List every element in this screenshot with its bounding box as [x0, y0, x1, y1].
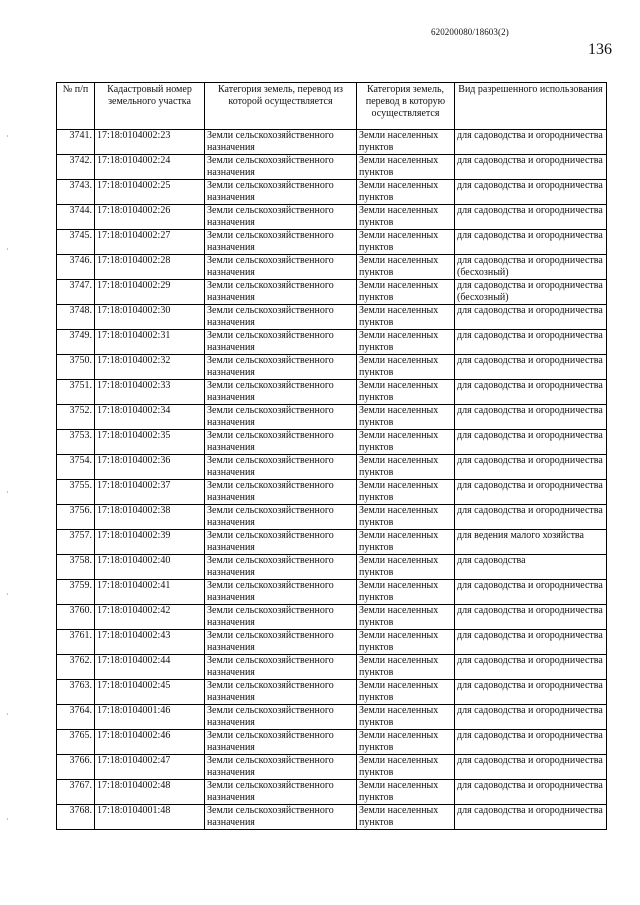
row-number-cell: 3748. [57, 305, 95, 330]
category-from-cell: Земли сельскохозяйственного назначения [205, 805, 357, 830]
cadastral-number-cell: 17:18:0104002:42 [95, 605, 205, 630]
table-row [57, 805, 607, 830]
category-to-cell: Земли населенных пунктов [357, 205, 455, 230]
category-to-cell: Земли населенных пунктов [357, 630, 455, 655]
category-from-cell: Земли сельскохозяйственного назначения [205, 705, 357, 730]
permitted-use-cell: для садоводства и огородничества [455, 780, 607, 805]
table-row [57, 730, 607, 755]
permitted-use-cell: для садоводства и огородничества [455, 455, 607, 480]
row-number-cell: 3768. [57, 805, 95, 830]
table-row [57, 780, 607, 805]
category-from-cell: Земли сельскохозяйственного назначения [205, 330, 357, 355]
margin-mark: · [6, 815, 9, 824]
cadastral-number-cell: 17:18:0104002:23 [95, 130, 205, 155]
table-row [57, 330, 607, 355]
row-number-cell: 3741. [57, 130, 95, 155]
permitted-use-cell: для садоводства и огородничества [455, 305, 607, 330]
category-from-cell: Земли сельскохозяйственного назначения [205, 355, 357, 380]
table-header-row [57, 83, 607, 130]
category-to-cell: Земли населенных пунктов [357, 580, 455, 605]
table-row [57, 305, 607, 330]
row-number-cell: 3749. [57, 330, 95, 355]
permitted-use-cell: для садоводства и огородничества [455, 330, 607, 355]
cadastral-number-cell: 17:18:0104002:34 [95, 405, 205, 430]
table-row [57, 630, 607, 655]
cadastral-number-cell: 17:18:0104002:29 [95, 280, 205, 305]
row-number-cell: 3765. [57, 730, 95, 755]
category-to-cell: Земли населенных пунктов [357, 455, 455, 480]
cadastral-number-cell: 17:18:0104002:37 [95, 480, 205, 505]
cadastral-number-cell: 17:18:0104002:41 [95, 580, 205, 605]
cadastral-number-cell: 17:18:0104002:45 [95, 680, 205, 705]
row-number-cell: 3750. [57, 355, 95, 380]
table-row [57, 705, 607, 730]
permitted-use-cell: для садоводства и огородничества [455, 180, 607, 205]
cadastral-number-cell: 17:18:0104002:32 [95, 355, 205, 380]
category-to-cell: Земли населенных пунктов [357, 555, 455, 580]
row-number-cell: 3764. [57, 705, 95, 730]
permitted-use-cell: для садоводства и огородничества [455, 230, 607, 255]
table-row [57, 455, 607, 480]
row-number-cell: 3755. [57, 480, 95, 505]
table-row [57, 380, 607, 405]
row-number-cell: 3767. [57, 780, 95, 805]
table-row [57, 230, 607, 255]
cadastral-number-cell: 17:18:0104001:46 [95, 705, 205, 730]
category-from-cell: Земли сельскохозяйственного назначения [205, 130, 357, 155]
row-number-cell: 3762. [57, 655, 95, 680]
category-to-cell: Земли населенных пунктов [357, 180, 455, 205]
column-header-number: № п/п [57, 83, 95, 130]
category-to-cell: Земли населенных пунктов [357, 330, 455, 355]
category-to-cell: Земли населенных пунктов [357, 505, 455, 530]
category-from-cell: Земли сельскохозяйственного назначения [205, 430, 357, 455]
table-row [57, 205, 607, 230]
category-from-cell: Земли сельскохозяйственного назначения [205, 155, 357, 180]
permitted-use-cell: для садоводства и огородничества [455, 705, 607, 730]
permitted-use-cell: для садоводства и огородничества [455, 730, 607, 755]
permitted-use-cell: для садоводства и огородничества [455, 405, 607, 430]
category-to-cell: Земли населенных пунктов [357, 680, 455, 705]
category-from-cell: Земли сельскохозяйственного назначения [205, 730, 357, 755]
category-from-cell: Земли сельскохозяйственного назначения [205, 380, 357, 405]
category-from-cell: Земли сельскохозяйственного назначения [205, 230, 357, 255]
category-from-cell: Земли сельскохозяйственного назначения [205, 205, 357, 230]
category-from-cell: Земли сельскохозяйственного назначения [205, 280, 357, 305]
cadastral-number-cell: 17:18:0104002:35 [95, 430, 205, 455]
cadastral-number-cell: 17:18:0104002:28 [95, 255, 205, 280]
category-to-cell: Земли населенных пунктов [357, 805, 455, 830]
row-number-cell: 3746. [57, 255, 95, 280]
cadastral-number-cell: 17:18:0104002:27 [95, 230, 205, 255]
permitted-use-cell: для садоводства и огородничества (бесхозный) [455, 255, 607, 280]
permitted-use-cell: для садоводства и огородничества [455, 480, 607, 505]
column-header-category-from: Категория земель, перевод из которой осуществляется [205, 83, 357, 130]
permitted-use-cell: для садоводства и огородничества [455, 680, 607, 705]
category-from-cell: Земли сельскохозяйственного назначения [205, 580, 357, 605]
row-number-cell: 3753. [57, 430, 95, 455]
column-header-permitted-use: Вид разрешенного использования [455, 83, 607, 130]
cadastral-number-cell: 17:18:0104002:40 [95, 555, 205, 580]
permitted-use-cell: для садоводства и огородничества [455, 130, 607, 155]
row-number-cell: 3758. [57, 555, 95, 580]
category-from-cell: Земли сельскохозяйственного назначения [205, 455, 357, 480]
table-row [57, 505, 607, 530]
permitted-use-cell: для садоводства и огородничества [455, 380, 607, 405]
category-from-cell: Земли сельскохозяйственного назначения [205, 180, 357, 205]
table-row [57, 180, 607, 205]
cadastral-number-cell: 17:18:0104002:30 [95, 305, 205, 330]
row-number-cell: 3760. [57, 605, 95, 630]
permitted-use-cell: для садоводства и огородничества [455, 505, 607, 530]
category-to-cell: Земли населенных пунктов [357, 480, 455, 505]
row-number-cell: 3759. [57, 580, 95, 605]
category-from-cell: Земли сельскохозяйственного назначения [205, 405, 357, 430]
permitted-use-cell: для садоводства и огородничества (бесхозный) [455, 280, 607, 305]
cadastral-number-cell: 17:18:0104002:44 [95, 655, 205, 680]
category-to-cell: Земли населенных пунктов [357, 305, 455, 330]
category-to-cell: Земли населенных пунктов [357, 655, 455, 680]
table-row [57, 480, 607, 505]
permitted-use-cell: для садоводства и огородничества [455, 755, 607, 780]
cadastral-number-cell: 17:18:0104002:39 [95, 530, 205, 555]
table-row [57, 430, 607, 455]
category-to-cell: Земли населенных пунктов [357, 280, 455, 305]
margin-mark: · [6, 710, 9, 719]
table-row [57, 530, 607, 555]
category-to-cell: Земли населенных пунктов [357, 255, 455, 280]
table-row [57, 255, 607, 280]
row-number-cell: 3745. [57, 230, 95, 255]
category-from-cell: Земли сельскохозяйственного назначения [205, 505, 357, 530]
row-number-cell: 3747. [57, 280, 95, 305]
permitted-use-cell: для садоводства и огородничества [455, 630, 607, 655]
category-from-cell: Земли сельскохозяйственного назначения [205, 655, 357, 680]
column-header-cadastral-number: Кадастровый номер земельного участка [95, 83, 205, 130]
row-number-cell: 3763. [57, 680, 95, 705]
table-row [57, 555, 607, 580]
permitted-use-cell: для садоводства и огородничества [455, 355, 607, 380]
row-number-cell: 3761. [57, 630, 95, 655]
row-number-cell: 3751. [57, 380, 95, 405]
cadastral-number-cell: 17:18:0104002:46 [95, 730, 205, 755]
table-row [57, 280, 607, 305]
category-to-cell: Земли населенных пунктов [357, 605, 455, 630]
row-number-cell: 3752. [57, 405, 95, 430]
cadastral-number-cell: 17:18:0104002:25 [95, 180, 205, 205]
margin-mark: · [6, 590, 9, 599]
row-number-cell: 3756. [57, 505, 95, 530]
table-row [57, 680, 607, 705]
cadastral-number-cell: 17:18:0104002:24 [95, 155, 205, 180]
category-to-cell: Земли населенных пунктов [357, 130, 455, 155]
permitted-use-cell: для садоводства и огородничества [455, 205, 607, 230]
row-number-cell: 3744. [57, 205, 95, 230]
permitted-use-cell: для садоводства и огородничества [455, 580, 607, 605]
document-code: 620200080/18603(2) [431, 27, 509, 37]
table-row [57, 155, 607, 180]
category-to-cell: Земли населенных пунктов [357, 355, 455, 380]
table-row [57, 655, 607, 680]
category-to-cell: Земли населенных пунктов [357, 780, 455, 805]
page-number: 136 [588, 41, 612, 58]
category-from-cell: Земли сельскохозяйственного назначения [205, 680, 357, 705]
category-from-cell: Земли сельскохозяйственного назначения [205, 255, 357, 280]
category-to-cell: Земли населенных пунктов [357, 405, 455, 430]
category-from-cell: Земли сельскохозяйственного назначения [205, 605, 357, 630]
table-row [57, 605, 607, 630]
table-row [57, 405, 607, 430]
permitted-use-cell: для садоводства и огородничества [455, 655, 607, 680]
table-row [57, 355, 607, 380]
table-row [57, 130, 607, 155]
category-from-cell: Земли сельскохозяйственного назначения [205, 630, 357, 655]
cadastral-number-cell: 17:18:0104002:31 [95, 330, 205, 355]
category-to-cell: Земли населенных пунктов [357, 730, 455, 755]
cadastral-number-cell: 17:18:0104002:47 [95, 755, 205, 780]
category-from-cell: Земли сельскохозяйственного назначения [205, 480, 357, 505]
cadastral-number-cell: 17:18:0104002:33 [95, 380, 205, 405]
permitted-use-cell: для садоводства [455, 555, 607, 580]
table-row [57, 755, 607, 780]
category-to-cell: Земли населенных пунктов [357, 230, 455, 255]
row-number-cell: 3757. [57, 530, 95, 555]
column-header-category-to: Категория земель, перевод в которую осуществляется [357, 83, 455, 130]
category-to-cell: Земли населенных пунктов [357, 380, 455, 405]
margin-mark: · [6, 132, 9, 141]
category-from-cell: Земли сельскохозяйственного назначения [205, 555, 357, 580]
cadastral-number-cell: 17:18:0104002:43 [95, 630, 205, 655]
category-to-cell: Земли населенных пунктов [357, 705, 455, 730]
row-number-cell: 3742. [57, 155, 95, 180]
category-from-cell: Земли сельскохозяйственного назначения [205, 305, 357, 330]
permitted-use-cell: для садоводства и огородничества [455, 430, 607, 455]
table-row [57, 580, 607, 605]
category-to-cell: Земли населенных пунктов [357, 430, 455, 455]
category-from-cell: Земли сельскохозяйственного назначения [205, 530, 357, 555]
category-from-cell: Земли сельскохозяйственного назначения [205, 780, 357, 805]
permitted-use-cell: для садоводства и огородничества [455, 155, 607, 180]
permitted-use-cell: для садоводства и огородничества [455, 605, 607, 630]
table-body [57, 130, 607, 830]
permitted-use-cell: для садоводства и огородничества [455, 805, 607, 830]
permitted-use-cell: для ведения малого хозяйства [455, 530, 607, 555]
cadastral-number-cell: 17:18:0104002:26 [95, 205, 205, 230]
category-from-cell: Земли сельскохозяйственного назначения [205, 755, 357, 780]
row-number-cell: 3766. [57, 755, 95, 780]
cadastral-number-cell: 17:18:0104002:48 [95, 780, 205, 805]
row-number-cell: 3754. [57, 455, 95, 480]
margin-mark: · [6, 488, 9, 497]
cadastral-number-cell: 17:18:0104001:48 [95, 805, 205, 830]
land-plots-table [56, 82, 607, 830]
cadastral-number-cell: 17:18:0104002:38 [95, 505, 205, 530]
cadastral-number-cell: 17:18:0104002:36 [95, 455, 205, 480]
category-to-cell: Земли населенных пунктов [357, 755, 455, 780]
margin-mark: · [6, 245, 9, 254]
row-number-cell: 3743. [57, 180, 95, 205]
category-to-cell: Земли населенных пунктов [357, 530, 455, 555]
category-to-cell: Земли населенных пунктов [357, 155, 455, 180]
